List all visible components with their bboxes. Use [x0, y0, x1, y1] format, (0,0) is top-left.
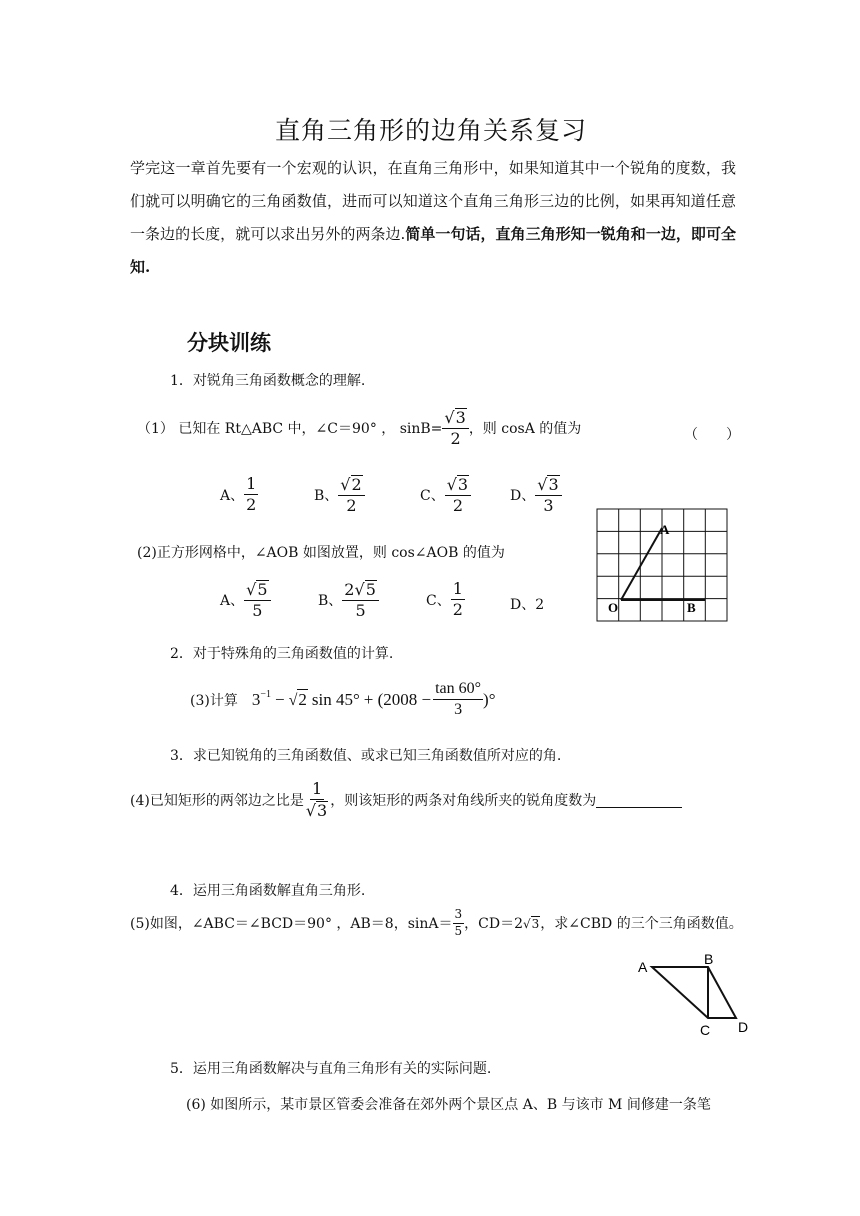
q1-optB-num: 2 — [351, 475, 362, 494]
fig-label-d: D — [738, 1019, 749, 1035]
question-5: (5)如图，∠ABC＝∠BCD＝90° ，AB＝8，sinA＝ $\frac{3}{5}$ ，CD＝2 √ 3 ，求∠CBD 的三个三角函数值。 — [130, 907, 743, 938]
q2-option-b-label: B、 — [318, 593, 343, 610]
section-title: 分块训练 — [187, 331, 271, 355]
fig-label-c: C — [700, 1022, 711, 1038]
q1-option-b: B、 √ 2 2 — [314, 475, 365, 516]
q2-optB-den: 5 — [355, 601, 366, 621]
q3-sin: sin 45° — [311, 689, 360, 709]
q2-option-c — [426, 580, 465, 620]
grid-figure — [596, 508, 728, 624]
q4-answer-blank[interactable] — [596, 793, 682, 808]
q3-paren-open: + (2008 − — [363, 689, 432, 709]
q1-optA-den: 2 — [246, 495, 257, 515]
q1-optC-den: 2 — [452, 496, 463, 516]
q1-option-a — [220, 475, 258, 515]
subsection-2: 2．对于特殊角的三角函数值的计算. — [170, 646, 394, 662]
q5-frac-den: 5 — [454, 923, 463, 938]
q3-exponent: −1 — [260, 689, 271, 701]
q2-optC-den: 2 — [452, 600, 463, 620]
q2-option-c-label: C、 — [426, 592, 451, 609]
q1-optD-den: 3 — [543, 496, 554, 516]
q3-label: (3)计算 — [190, 692, 238, 709]
q3-minus: − — [274, 689, 285, 709]
q3-base: 3 — [251, 689, 261, 709]
q1-option-d: D、 √ 3 3 — [510, 475, 562, 516]
q5-text-mid: ，CD＝2 — [464, 916, 523, 933]
q1-optA-num: 1 — [244, 475, 258, 495]
intro-text: 学完这一章首先要有一个宏观的认识，在直角三角形中，如果知道其中一个锐角的度数，我们就可以明确它的三角函数值，进而可以知道这个直角三角形三边的比例，如果再知道任意一条边的长度，就可以求出另外的两条边. — [130, 159, 736, 243]
subsection-3: 3．求已知锐角的三角函数值、或求已知三角函数值所对应的角. — [170, 748, 562, 764]
q1-text-post: ，则 cosA 的值为 — [468, 421, 582, 438]
q2-option-a: A、 √ 5 5 — [220, 580, 271, 621]
grid-label-a: A — [660, 522, 670, 537]
subsection-4: 4．运用三角函数解直角三角形. — [170, 883, 366, 899]
subsection-1: 1．对锐角三角函数概念的理解. — [170, 373, 366, 389]
q3-expression: 3 $^{-1}$ − √ 2 sin 45° + (2008 − $\frac{\tan 60^\circ}{3}$ )° — [251, 680, 496, 719]
question-6: (6) 如图所示，某市景区管委会准备在郊外两个景区点 A、B 与该市 M 间修建一条笔 — [186, 1097, 711, 1113]
q2-option-a-label: A、 — [220, 593, 245, 610]
q4-text-pre: (4)已知矩形的两邻边之比是 — [130, 793, 304, 810]
page-title: 直角三角形的边角关系复习 — [275, 116, 588, 145]
q3-radicand: 2 — [298, 690, 307, 710]
intro-paragraph — [130, 152, 736, 284]
q2-optB-coef: 2 — [344, 580, 355, 599]
q1-option-d-label: D、 — [510, 488, 536, 505]
q4-frac-den: 3 — [317, 801, 328, 821]
q1-answer-paren: （ ） — [684, 427, 740, 443]
fig-label-a: A — [638, 959, 648, 975]
q4-frac-num: 1 — [310, 780, 324, 800]
q5-text-pre: (5)如图，∠ABC＝∠BCD＝90° ，AB＝8，sinA＝ — [130, 916, 453, 933]
q1-frac-num: 3 — [455, 408, 466, 427]
q2-option-b: B、 2 √ 5 5 — [318, 580, 379, 621]
subsection-5: 5．运用三角函数解决与直角三角形有关的实际问题. — [170, 1061, 492, 1077]
q1-fraction: √ 3 2 — [442, 408, 468, 449]
q1-option-c-label: C、 — [420, 488, 445, 505]
q3-frac-den: 3 — [454, 701, 463, 719]
q1-option-c: C、 √ 3 2 — [420, 475, 471, 516]
q1-text-pre: （1） 已知在 Rt△ABC 中，∠C＝90° ， sinB= — [137, 421, 443, 438]
q5-frac-num: 3 — [453, 908, 465, 924]
q3-frac-num: tan 60° — [433, 680, 483, 700]
q2-optA-num: 5 — [257, 580, 268, 599]
q1-frac-den: 2 — [450, 429, 461, 449]
q1-option-a-label: A、 — [220, 487, 245, 504]
q1-option-b-label: B、 — [314, 488, 339, 505]
question-4: (4)已知矩形的两邻边之比是 1 √ 3 ，则该矩形的两条对角线所夹的锐角度数为 — [130, 780, 682, 821]
question-1 — [137, 408, 581, 449]
q1-optD-num: 3 — [548, 475, 559, 494]
q3-paren-close: )° — [483, 689, 496, 709]
grid-label-b: B — [687, 600, 696, 615]
q1-optB-den: 2 — [346, 496, 357, 516]
q2-optA-den: 5 — [252, 601, 263, 621]
grid-label-o: O — [608, 600, 619, 615]
q5-radicand: 3 — [531, 916, 540, 931]
fig-label-b: B — [704, 951, 714, 967]
q5-text-post: ，求∠CBD 的三个三角函数值。 — [540, 916, 743, 933]
question-3 — [190, 680, 496, 720]
q4-text-post: ，则该矩形的两条对角线所夹的锐角度数为 — [330, 793, 597, 810]
q2-option-d: D、2 — [510, 597, 545, 613]
q1-optC-num: 3 — [457, 475, 469, 494]
q2-optC-num: 1 — [451, 580, 465, 600]
intro-bold-text: 简单一句话，直角三角形知一锐角和一边，即可全知. — [130, 225, 736, 276]
quadrilateral-figure — [636, 950, 756, 1040]
question-2: (2)正方形网格中，∠AOB 如图放置，则 cos∠AOB 的值为 — [137, 545, 505, 561]
q2-optB-rad: 5 — [365, 580, 376, 599]
